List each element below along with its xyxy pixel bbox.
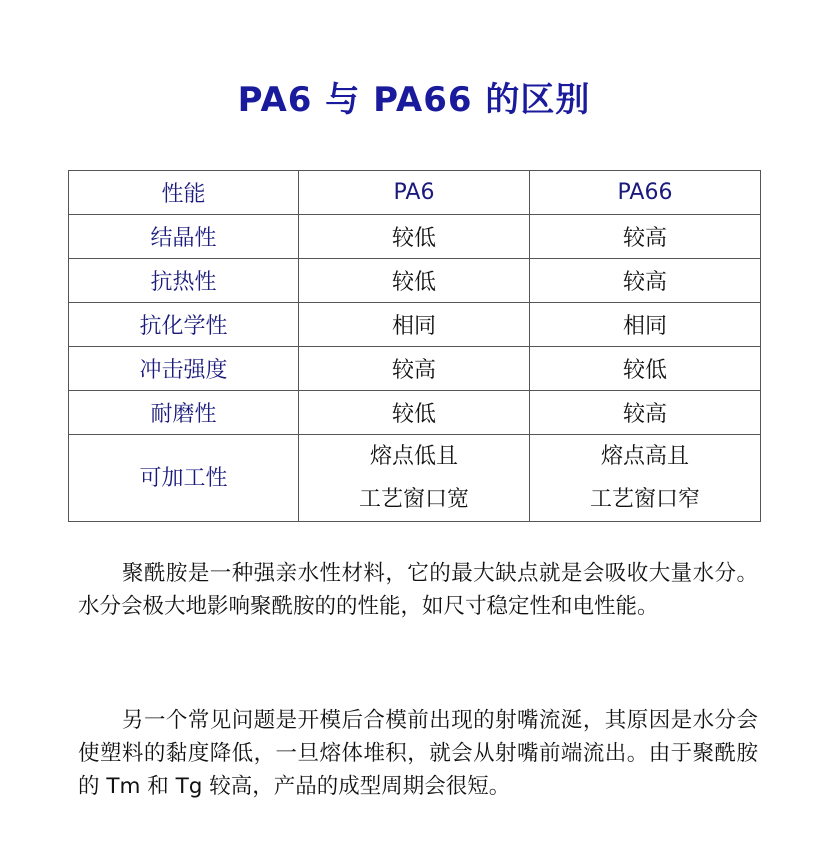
comparison-table bbox=[68, 170, 761, 522]
pa6-cell bbox=[299, 435, 530, 522]
property-cell: 抗化学性 bbox=[69, 303, 299, 347]
pa66-cell: 较高 bbox=[530, 259, 761, 303]
pa6-cell: 较高 bbox=[299, 347, 530, 391]
property-cell: 耐磨性 bbox=[69, 391, 299, 435]
pa6-line-1: 熔点低且 bbox=[369, 444, 458, 469]
paragraph-1: 聚酰胺是一种强亲水性材料，它的最大缺点就是会吸收大量水分。水分会极大地影响聚酰胺的的性能，如尺寸稳定性和电性能。 bbox=[78, 561, 758, 619]
pa6-cell: 较低 bbox=[299, 259, 530, 303]
pa6-cell: 较低 bbox=[299, 391, 530, 435]
pa6-cell: 相同 bbox=[299, 303, 530, 347]
pa66-cell bbox=[530, 435, 761, 522]
table-row-processability bbox=[69, 435, 761, 522]
pa6-line-2: 工艺窗口宽 bbox=[358, 487, 469, 512]
header-pa66: PA66 bbox=[530, 171, 761, 215]
property-cell: 冲击强度 bbox=[69, 347, 299, 391]
pa66-cell: 较高 bbox=[530, 391, 761, 435]
pa66-line-1: 熔点高且 bbox=[600, 444, 689, 469]
table-row bbox=[69, 259, 761, 303]
property-cell: 结晶性 bbox=[69, 215, 299, 259]
header-property: 性能 bbox=[69, 171, 299, 215]
table-row bbox=[69, 303, 761, 347]
property-cell: 可加工性 bbox=[69, 435, 299, 522]
property-cell: 抗热性 bbox=[69, 259, 299, 303]
header-pa6: PA6 bbox=[299, 171, 530, 215]
table-row bbox=[69, 215, 761, 259]
table-header-row bbox=[69, 171, 761, 215]
page-title: PA6 与 PA66 的区别 bbox=[237, 80, 591, 120]
table-row bbox=[69, 347, 761, 391]
pa6-cell: 较低 bbox=[299, 215, 530, 259]
pa66-line-2: 工艺窗口窄 bbox=[589, 487, 700, 512]
table-row bbox=[69, 391, 761, 435]
paragraph-2: 另一个常见问题是开模后合模前出现的射嘴流涎，其原因是水分会使塑料的黏度降低，一旦熔体堆积，就会从射嘴前端流出。由于聚酰胺的 Tm 和 Tg 较高，产品的成型周期会很短。 bbox=[78, 708, 758, 799]
pa66-cell: 较高 bbox=[530, 215, 761, 259]
pa66-cell: 较低 bbox=[530, 347, 761, 391]
pa66-cell: 相同 bbox=[530, 303, 761, 347]
